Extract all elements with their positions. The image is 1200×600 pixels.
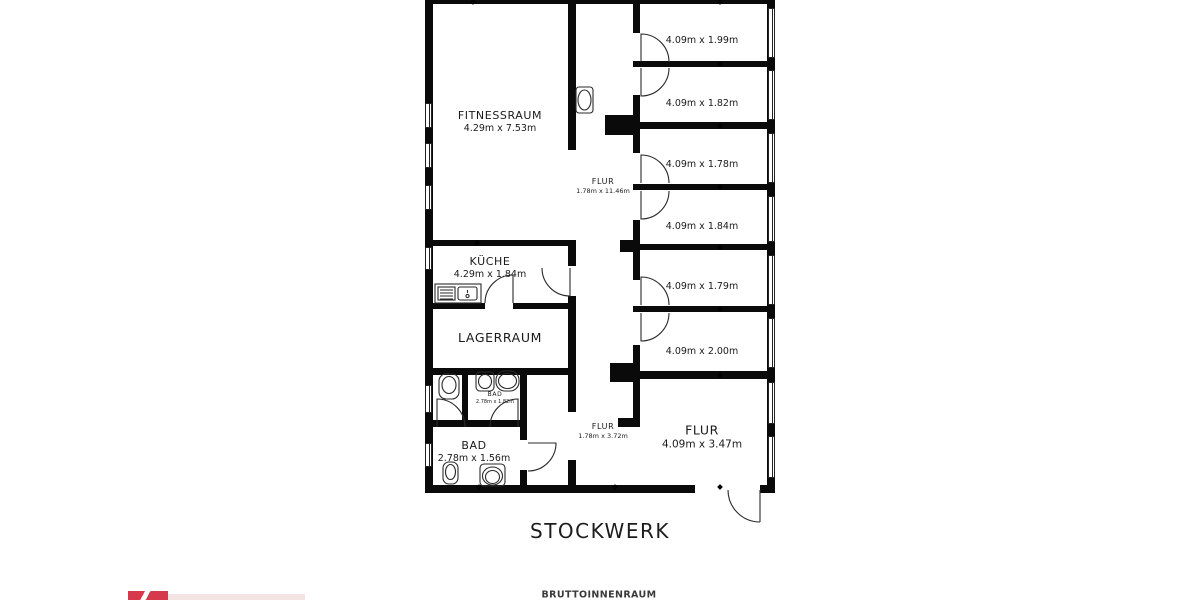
wall-kueche-top xyxy=(425,240,576,246)
wall-kueche-right xyxy=(568,240,576,266)
wall-junction-block xyxy=(605,115,640,135)
room-dims: 4.09m x 1.99m xyxy=(665,35,739,47)
wall-corridor xyxy=(633,0,640,33)
room-name: BAD xyxy=(487,391,503,399)
footer-label: BRUTTOINNENRAUM xyxy=(541,589,657,600)
window xyxy=(768,8,775,58)
floor-title: STOCKWERK xyxy=(530,519,670,543)
room-label-flur-vertical xyxy=(576,177,630,195)
toilet-icon xyxy=(439,374,459,399)
wall-kueche-right xyxy=(568,296,576,412)
wall-corridor xyxy=(633,61,640,67)
door-arc xyxy=(641,313,669,341)
wall-room-divider xyxy=(640,244,767,250)
wall-room-divider xyxy=(640,306,767,312)
room-name: FITNESSRAUM xyxy=(457,109,543,123)
room-dims: 4.09m x 1.84m xyxy=(665,221,739,233)
wall-flur-top xyxy=(640,371,767,379)
wall-corridor xyxy=(633,184,640,190)
window xyxy=(768,70,775,120)
entrance-door-arc xyxy=(728,490,760,522)
room-name: FLUR xyxy=(591,176,615,186)
room-dims: 1.78m x 3.72m xyxy=(578,431,628,440)
room-dims: 2.78m x 1.56m xyxy=(437,452,511,464)
sink-icon xyxy=(443,462,458,484)
window xyxy=(768,133,775,183)
window xyxy=(425,103,432,128)
room-label-bad xyxy=(438,439,510,465)
room-dims: 1.78m x 11.46m xyxy=(576,186,630,195)
room-label-bad-small xyxy=(476,391,514,405)
wall-stub xyxy=(568,460,576,488)
dimension-tick xyxy=(717,0,723,5)
room-dims: 4.29m x 1.84m xyxy=(453,268,527,280)
room-dims: 4.09m x 1.78m xyxy=(665,159,739,171)
room-dims: 4.09m x 2.00m xyxy=(665,346,739,358)
wall-kueche-bottom xyxy=(513,303,576,309)
wall-bottom xyxy=(760,485,775,493)
room-name: LAGERRAUM xyxy=(458,330,542,346)
room-label-room2 xyxy=(666,98,738,110)
window xyxy=(768,196,775,242)
wall-bad-divider xyxy=(425,420,527,427)
room-label-room3 xyxy=(666,159,738,171)
kitchen-counter-icon xyxy=(435,284,481,303)
wall-room-divider xyxy=(640,61,767,67)
wall-corridor xyxy=(633,306,640,312)
wall-bottom xyxy=(425,485,695,493)
window xyxy=(768,436,775,478)
room-name: FLUR xyxy=(685,422,719,438)
room-dims: 2.78m x 1.82m xyxy=(475,398,515,405)
dimension-tick xyxy=(717,484,723,490)
window xyxy=(425,247,432,270)
room-dims: 4.09m x 1.79m xyxy=(665,281,739,293)
wall-lager-bottom xyxy=(425,368,575,375)
wall-junction-block xyxy=(620,240,640,252)
wall-junction-block xyxy=(610,363,640,382)
wall-fitness-right xyxy=(568,0,576,150)
room-dims: 4.29m x 7.53m xyxy=(463,122,537,134)
wall-room-divider xyxy=(640,184,767,190)
room-label-room4 xyxy=(666,221,738,233)
room-label-room6 xyxy=(666,346,738,358)
wall-bath-divider xyxy=(462,375,468,420)
window xyxy=(425,143,432,168)
room-dims: 4.09m x 3.47m xyxy=(661,438,743,451)
room-label-room1 xyxy=(666,35,738,47)
dimension-tick xyxy=(470,0,476,5)
room-name: FLUR xyxy=(591,421,615,431)
door-arc xyxy=(641,68,669,96)
window xyxy=(768,318,775,368)
toilet-icon xyxy=(480,464,505,486)
window xyxy=(425,443,432,467)
logo-banner xyxy=(168,594,305,600)
room-dims: 4.09m x 1.82m xyxy=(665,98,739,110)
window xyxy=(768,255,775,305)
room-label-flur-middle xyxy=(578,422,628,440)
window xyxy=(768,382,775,424)
door-arc xyxy=(641,191,669,219)
room-label-room5 xyxy=(666,281,738,293)
room-label-flur-right xyxy=(662,423,742,452)
room-label-lagerraum xyxy=(458,330,542,346)
window xyxy=(425,385,432,413)
wall-room-divider xyxy=(640,122,767,129)
floor-plan xyxy=(425,0,775,530)
logo-icon xyxy=(128,591,168,600)
wall-bath-right xyxy=(520,470,527,485)
door-arc xyxy=(528,443,556,471)
wall-bath-right xyxy=(520,375,527,440)
wall-corridor xyxy=(633,345,640,427)
room-label-kueche xyxy=(454,255,526,281)
door-arc xyxy=(542,268,570,296)
room-name: BAD xyxy=(461,439,487,453)
sink-icon xyxy=(576,87,593,113)
room-name: KÜCHE xyxy=(469,255,511,269)
wall-kueche-bottom xyxy=(425,303,485,309)
room-label-fitnessraum xyxy=(458,109,542,135)
window xyxy=(425,185,432,210)
